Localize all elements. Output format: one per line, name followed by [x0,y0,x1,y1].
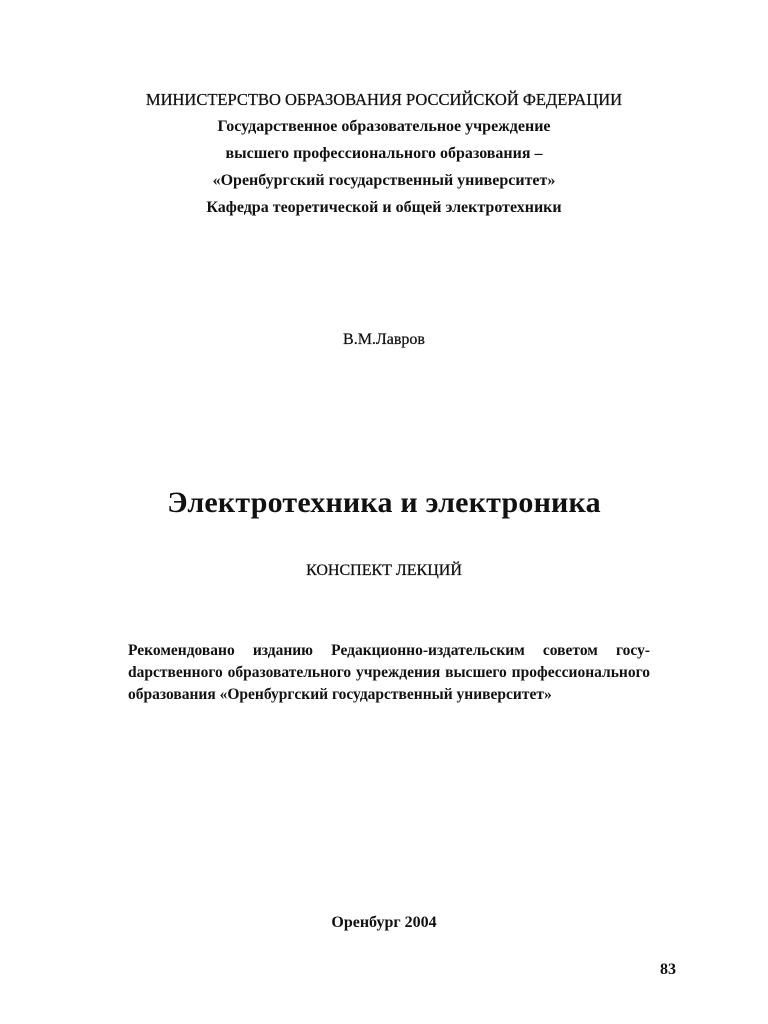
recommendation-paragraph: Рекомендовано изданию Редакционно-издательским советом госуdарственного образовательного учреждения высшего профессионального образования «Оренбургский государственный университет» [128,642,650,703]
city-year: Оренбург 2004 [331,914,437,931]
page-number: 83 [660,961,676,978]
document-subtitle: КОНСПЕКТ ЛЕКЦИЙ [306,562,462,579]
institution-line-2: высшего профессионального образования – [225,145,543,162]
header-block [0,86,768,221]
university-line: «Оренбургский государственный университет» [212,172,556,189]
ministry-line: МИНИСТЕРСТВО ОБРАЗОВАНИЯ РОССИЙСКОЙ ФЕДЕРАЦИИ [145,90,623,109]
institution-line-1: Государственное образовательное учреждение [217,118,551,135]
document-title: Электротехника и электроника [167,486,601,519]
department-line: Кафедра теоретической и общей электротехники [206,199,562,216]
author-name: В.М.Лавров [343,331,425,348]
